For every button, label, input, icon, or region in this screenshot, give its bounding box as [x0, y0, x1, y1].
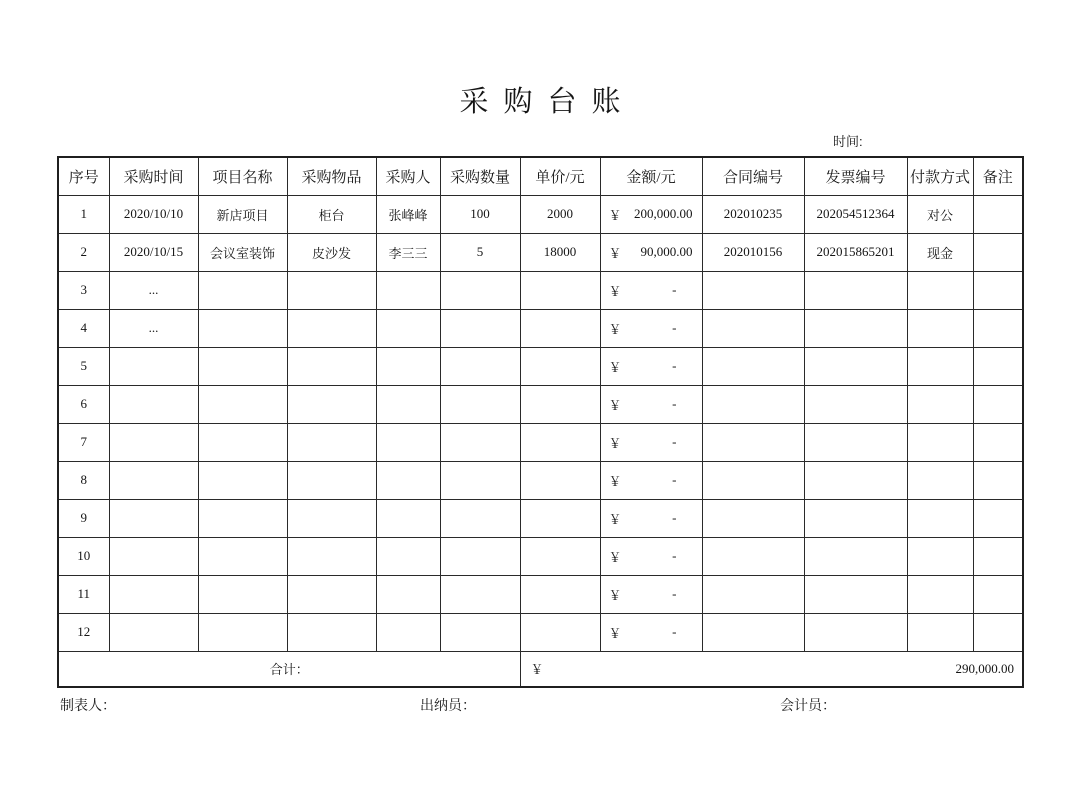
cell-note: [973, 461, 1023, 499]
header-amount: 金额/元: [600, 157, 702, 195]
currency-symbol: ￥: [608, 435, 622, 451]
cell-project: [198, 499, 287, 537]
cell-seq: 5: [58, 347, 109, 385]
cell-invoice: [804, 423, 907, 461]
cell-note: [973, 347, 1023, 385]
cell-contract: [702, 499, 804, 537]
table-row: [58, 195, 1023, 233]
cell-item: [287, 461, 376, 499]
table-row: [58, 499, 1023, 537]
cell-seq: 9: [58, 499, 109, 537]
cell-payment: [907, 575, 973, 613]
header-item: 采购物品: [287, 157, 376, 195]
cell-payment: [907, 385, 973, 423]
cell-seq: 1: [58, 195, 109, 233]
cell-qty: [440, 461, 520, 499]
cell-amount: [600, 347, 702, 385]
cell-qty: [440, 499, 520, 537]
cell-seq: 6: [58, 385, 109, 423]
header-price: 单价/元: [520, 157, 600, 195]
table-row: [58, 423, 1023, 461]
cell-amount: [600, 537, 702, 575]
cell-price: [520, 385, 600, 423]
amount-value: -: [672, 396, 677, 411]
cell-price: [520, 347, 600, 385]
cell-note: [973, 537, 1023, 575]
cell-project: [198, 271, 287, 309]
cell-qty: 100: [440, 195, 520, 233]
cell-note: [973, 271, 1023, 309]
amount-value: -: [672, 586, 677, 601]
purchase-ledger-table: [57, 156, 1024, 688]
cell-note: [973, 385, 1023, 423]
cell-buyer: [376, 271, 440, 309]
cell-price: 18000: [520, 233, 600, 271]
table-row: [58, 347, 1023, 385]
currency-symbol: ￥: [608, 207, 622, 223]
cell-qty: [440, 423, 520, 461]
currency-symbol: ￥: [608, 321, 622, 337]
cell-qty: [440, 575, 520, 613]
cell-date: 2020/10/15: [109, 233, 198, 271]
cell-buyer: [376, 461, 440, 499]
cell-project: [198, 385, 287, 423]
cell-date: [109, 575, 198, 613]
cell-note: [973, 575, 1023, 613]
cell-payment: [907, 423, 973, 461]
cell-contract: [702, 385, 804, 423]
cell-price: [520, 613, 600, 651]
cell-project: [198, 575, 287, 613]
cell-payment: [907, 461, 973, 499]
cell-invoice: [804, 309, 907, 347]
cell-buyer: [376, 385, 440, 423]
cell-contract: [702, 461, 804, 499]
cell-item: [287, 537, 376, 575]
cell-contract: [702, 309, 804, 347]
cell-payment: [907, 309, 973, 347]
cell-payment: 对公: [907, 195, 973, 233]
cell-seq: 3: [58, 271, 109, 309]
cell-contract: 202010156: [702, 233, 804, 271]
cell-seq: 8: [58, 461, 109, 499]
cell-note: [973, 309, 1023, 347]
cell-invoice: [804, 347, 907, 385]
header-project: 项目名称: [198, 157, 287, 195]
cell-amount: [600, 309, 702, 347]
cell-invoice: 202054512364: [804, 195, 907, 233]
cell-seq: 2: [58, 233, 109, 271]
cell-project: 会议室装饰: [198, 233, 287, 271]
cell-item: 柜台: [287, 195, 376, 233]
table-row: [58, 309, 1023, 347]
cell-project: [198, 423, 287, 461]
cell-invoice: [804, 575, 907, 613]
header-seq: 序号: [58, 157, 109, 195]
cell-qty: [440, 613, 520, 651]
header-buyer: 采购人: [376, 157, 440, 195]
cell-date: [109, 385, 198, 423]
total-row: [58, 651, 1023, 687]
cell-invoice: [804, 537, 907, 575]
cell-project: [198, 613, 287, 651]
cell-note: [973, 195, 1023, 233]
header-row: [58, 157, 1023, 195]
cell-price: [520, 575, 600, 613]
cell-buyer: [376, 499, 440, 537]
cell-amount: [600, 575, 702, 613]
amount-value: 200,000.00: [634, 206, 693, 221]
cell-invoice: [804, 613, 907, 651]
header-note: 备注: [973, 157, 1023, 195]
cell-price: [520, 271, 600, 309]
cell-price: 2000: [520, 195, 600, 233]
cell-seq: 11: [58, 575, 109, 613]
cell-amount: [600, 499, 702, 537]
table-row: [58, 271, 1023, 309]
cell-item: 皮沙发: [287, 233, 376, 271]
currency-symbol: ￥: [608, 625, 622, 641]
cell-payment: [907, 537, 973, 575]
time-label: 时间:: [833, 134, 863, 149]
currency-symbol: ￥: [608, 397, 622, 413]
cell-invoice: [804, 499, 907, 537]
cell-date: [109, 461, 198, 499]
cell-price: [520, 537, 600, 575]
table-row: [58, 537, 1023, 575]
total-currency-symbol: ￥: [530, 662, 544, 678]
table-row: [58, 233, 1023, 271]
table-row: [58, 613, 1023, 651]
currency-symbol: ￥: [608, 549, 622, 565]
cell-item: [287, 613, 376, 651]
cell-amount: [600, 385, 702, 423]
cell-invoice: [804, 461, 907, 499]
cell-invoice: [804, 271, 907, 309]
header-payment: 付款方式: [907, 157, 973, 195]
cell-price: [520, 309, 600, 347]
cell-item: [287, 499, 376, 537]
cell-amount: [600, 461, 702, 499]
cell-invoice: [804, 385, 907, 423]
amount-value: -: [672, 548, 677, 563]
cell-amount: [600, 271, 702, 309]
table-row: [58, 385, 1023, 423]
cell-qty: [440, 385, 520, 423]
cell-invoice: 202015865201: [804, 233, 907, 271]
amount-value: -: [672, 282, 677, 297]
cell-note: [973, 613, 1023, 651]
cell-buyer: 李三三: [376, 233, 440, 271]
cell-project: [198, 309, 287, 347]
header-invoice: 发票编号: [804, 157, 907, 195]
currency-symbol: ￥: [608, 511, 622, 527]
cell-buyer: [376, 423, 440, 461]
cell-date: [109, 613, 198, 651]
cell-seq: 4: [58, 309, 109, 347]
cell-project: [198, 347, 287, 385]
accountant-label: 会计员：: [780, 699, 836, 714]
cell-date: [109, 423, 198, 461]
cell-note: [973, 423, 1023, 461]
cell-qty: [440, 347, 520, 385]
cell-buyer: [376, 347, 440, 385]
currency-symbol: ￥: [608, 359, 622, 375]
cell-contract: 202010235: [702, 195, 804, 233]
cell-date: ...: [109, 271, 198, 309]
cell-seq: 7: [58, 423, 109, 461]
cell-contract: [702, 271, 804, 309]
cell-date: [109, 347, 198, 385]
amount-value: -: [672, 320, 677, 335]
cell-amount: [600, 423, 702, 461]
cell-buyer: [376, 575, 440, 613]
cell-item: [287, 575, 376, 613]
cell-note: [973, 499, 1023, 537]
currency-symbol: ￥: [608, 473, 622, 489]
cell-date: [109, 537, 198, 575]
cell-date: [109, 499, 198, 537]
total-amount-cell: [520, 651, 1023, 687]
total-amount: 290,000.00: [955, 660, 1014, 676]
cell-price: [520, 499, 600, 537]
cell-price: [520, 423, 600, 461]
currency-symbol: ￥: [608, 245, 622, 261]
cell-seq: 12: [58, 613, 109, 651]
cell-contract: [702, 613, 804, 651]
cell-item: [287, 385, 376, 423]
cell-amount: [600, 233, 702, 271]
amount-value: -: [672, 472, 677, 487]
cell-contract: [702, 347, 804, 385]
cell-date: 2020/10/10: [109, 195, 198, 233]
currency-symbol: ￥: [608, 587, 622, 603]
currency-symbol: ￥: [608, 283, 622, 299]
cell-payment: [907, 613, 973, 651]
cell-project: 新店项目: [198, 195, 287, 233]
cell-buyer: [376, 537, 440, 575]
header-contract: 合同编号: [702, 157, 804, 195]
header-qty: 采购数量: [440, 157, 520, 195]
cell-contract: [702, 423, 804, 461]
page-title: 采购台账: [459, 86, 636, 118]
cell-contract: [702, 575, 804, 613]
cell-qty: 5: [440, 233, 520, 271]
header-date: 采购时间: [109, 157, 198, 195]
amount-value: -: [672, 510, 677, 525]
cell-item: [287, 271, 376, 309]
cell-payment: [907, 271, 973, 309]
cell-amount: [600, 195, 702, 233]
cell-seq: 10: [58, 537, 109, 575]
cell-payment: [907, 499, 973, 537]
cell-price: [520, 461, 600, 499]
amount-value: -: [672, 624, 677, 639]
cell-item: [287, 309, 376, 347]
table-row: [58, 575, 1023, 613]
cell-qty: [440, 309, 520, 347]
cell-amount: [600, 613, 702, 651]
cell-qty: [440, 537, 520, 575]
total-label: 合计：: [58, 651, 520, 687]
amount-value: -: [672, 434, 677, 449]
cell-payment: [907, 347, 973, 385]
cell-buyer: [376, 309, 440, 347]
cell-buyer: [376, 613, 440, 651]
cell-buyer: 张峰峰: [376, 195, 440, 233]
cell-project: [198, 537, 287, 575]
cell-contract: [702, 537, 804, 575]
amount-value: 90,000.00: [640, 244, 693, 259]
cell-item: [287, 423, 376, 461]
cell-payment: 现金: [907, 233, 973, 271]
table-row: [58, 461, 1023, 499]
cashier-label: 出纳员：: [420, 699, 476, 714]
cell-project: [198, 461, 287, 499]
cell-item: [287, 347, 376, 385]
cell-qty: [440, 271, 520, 309]
cell-note: [973, 233, 1023, 271]
cell-date: ...: [109, 309, 198, 347]
amount-value: -: [672, 358, 677, 373]
preparer-label: 制表人：: [60, 699, 116, 714]
